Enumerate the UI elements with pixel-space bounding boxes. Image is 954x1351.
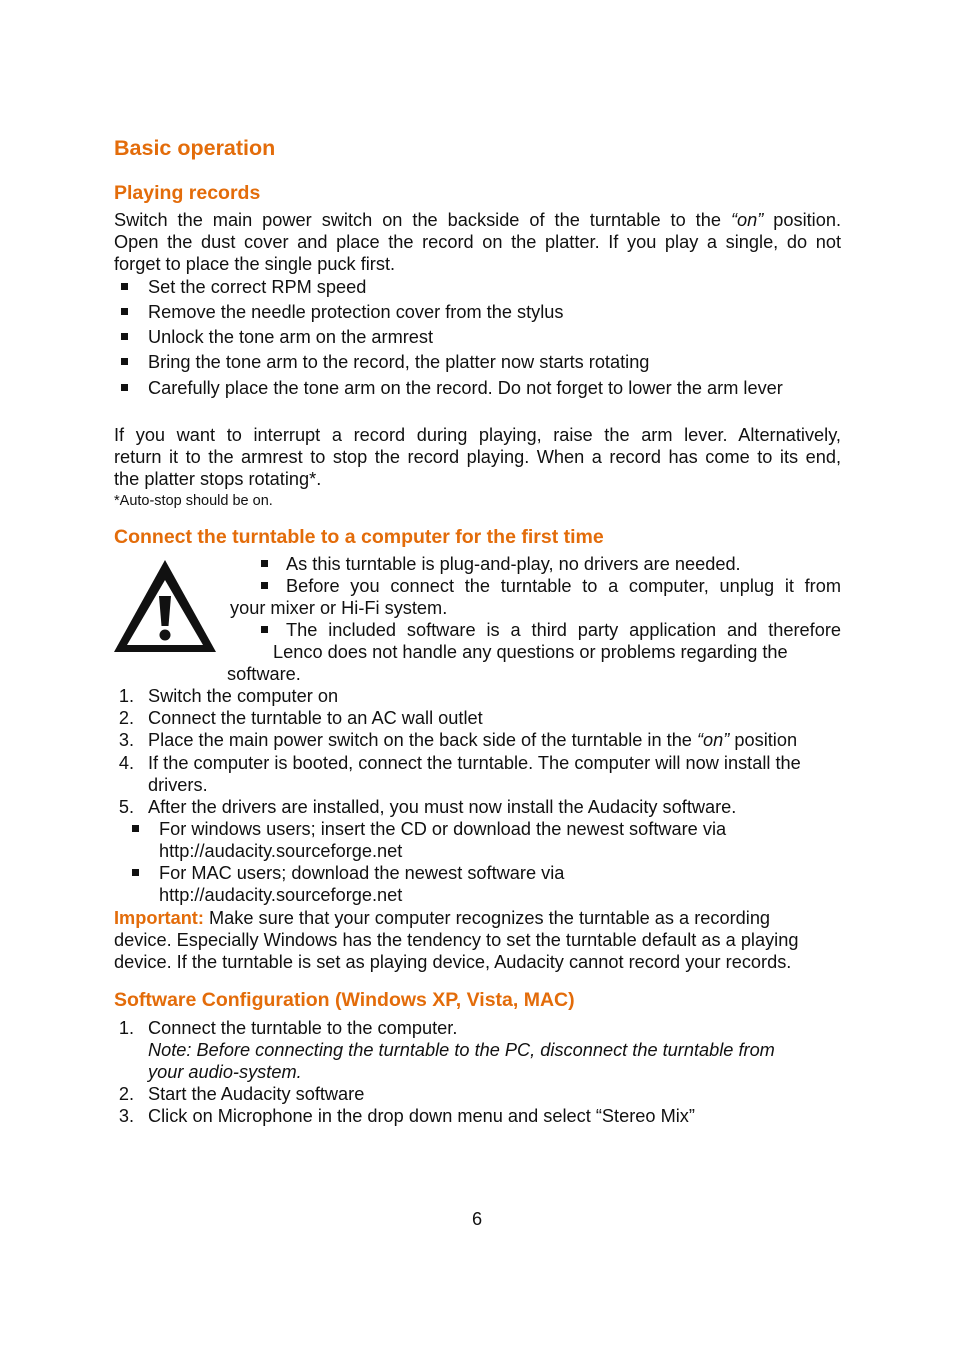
important-text: Make sure that your computer recognizes the turntable as a recording <box>203 908 771 928</box>
intro-text: Switch the main power switch on the backside of the turntable to the <box>114 210 731 230</box>
footnote: *Auto-stop should be on. <box>114 493 273 509</box>
paragraph-line: the platter stops rotating*. <box>114 469 322 489</box>
warning-triangle-icon <box>114 560 216 653</box>
bullet-icon <box>121 333 128 340</box>
bullet-icon <box>261 626 268 633</box>
warning-item-cont: Lenco does not handle any questions or problems regarding the <box>273 642 788 662</box>
bullet-icon <box>261 582 268 589</box>
step-number: 2. <box>118 708 134 728</box>
bullet-icon <box>132 869 139 876</box>
step-text: Connect the turntable to an AC wall outlet <box>148 708 483 728</box>
paragraph-line: If you want to interrupt a record during playing, raise the arm lever. Alternatively, <box>114 425 841 445</box>
intro-line-1 <box>114 209 841 231</box>
step-text: Switch the computer on <box>148 686 339 706</box>
step-text: Connect the turntable to the computer. <box>148 1018 458 1038</box>
sub-item: For MAC users; download the newest software via <box>159 863 565 883</box>
step-number: 2. <box>118 1084 134 1104</box>
step-text: After the drivers are installed, you must now install the Audacity software. <box>148 797 737 817</box>
note-line: your audio-system. <box>148 1062 302 1082</box>
warning-item-cont: software. <box>227 664 301 684</box>
note-text <box>148 1039 775 1061</box>
bullet-icon <box>261 560 268 567</box>
sub-item: For windows users; insert the CD or download the newest software via <box>159 819 727 839</box>
bullet-icon <box>121 283 128 290</box>
list-item: Set the correct RPM speed <box>148 277 367 297</box>
note-text <box>148 1061 302 1083</box>
step-number: 3. <box>118 1106 134 1126</box>
warning-item: Before you connect the turntable to a computer, unplug it from <box>286 576 841 596</box>
note-line: Note: Before connecting the turntable to the PC, disconnect the turntable from <box>148 1040 775 1060</box>
list-item: Carefully place the tone arm on the record. Do not forget to lower the arm lever <box>148 378 783 398</box>
important-label: Important: <box>114 908 204 928</box>
bullet-icon <box>132 825 139 832</box>
page-number: 6 <box>471 1209 483 1229</box>
section-title-playing: Playing records <box>114 182 261 204</box>
important-text: device. Especially Windows has the tendency to set the turntable default as a playing <box>114 930 799 950</box>
step-text: Click on Microphone in the drop down menu and select “Stereo Mix” <box>148 1106 695 1126</box>
warning-item: As this turntable is plug-and-play, no drivers are needed. <box>286 554 741 574</box>
list-item: Remove the needle protection cover from the stylus <box>148 302 564 322</box>
step-text-part: Place the main power switch on the back side of the turntable in the <box>148 730 697 750</box>
list-item: Bring the tone arm to the record, the platter now starts rotating <box>148 352 650 372</box>
step-number: 4. <box>118 753 134 773</box>
step-text: Start the Audacity software <box>148 1084 365 1104</box>
step-text: If the computer is booted, connect the turntable. The computer will now install the <box>148 753 801 773</box>
step-number: 5. <box>118 797 134 817</box>
important-text: device. If the turntable is set as playing device, Audacity cannot record your records. <box>114 952 792 972</box>
on-emphasis: “on” <box>730 210 764 230</box>
on-emphasis: “on” <box>696 730 730 750</box>
intro-line-3: forget to place the single puck first. <box>114 254 396 274</box>
step-text-cont: drivers. <box>148 775 208 795</box>
section-title-connect: Connect the turntable to a computer for the first time <box>114 526 604 548</box>
paragraph-line: return it to the armrest to stop the record playing. When a record has come to its end, <box>114 447 841 467</box>
intro-text: position. <box>763 210 841 230</box>
download-url: http://audacity.sourceforge.net <box>159 841 403 861</box>
intro-line-2: Open the dust cover and place the record on the platter. If you play a single, do not <box>114 232 841 252</box>
step-number: 3. <box>118 730 134 750</box>
important-note <box>114 907 770 929</box>
bullet-icon <box>121 384 128 391</box>
section-title-software: Software Configuration (Windows XP, Vista, MAC) <box>114 989 575 1011</box>
bullet-icon <box>121 308 128 315</box>
warning-item: The included software is a third party application and therefore <box>286 620 841 640</box>
list-item: Unlock the tone arm on the armrest <box>148 327 434 347</box>
bullet-icon <box>121 358 128 365</box>
download-url: http://audacity.sourceforge.net <box>159 885 403 905</box>
step-text <box>148 729 797 751</box>
step-text-part: position <box>729 730 798 750</box>
step-number: 1. <box>118 1018 134 1038</box>
warning-item-cont: your mixer or Hi-Fi system. <box>230 598 448 618</box>
step-number: 1. <box>118 686 134 706</box>
page-heading: Basic operation <box>114 136 276 160</box>
